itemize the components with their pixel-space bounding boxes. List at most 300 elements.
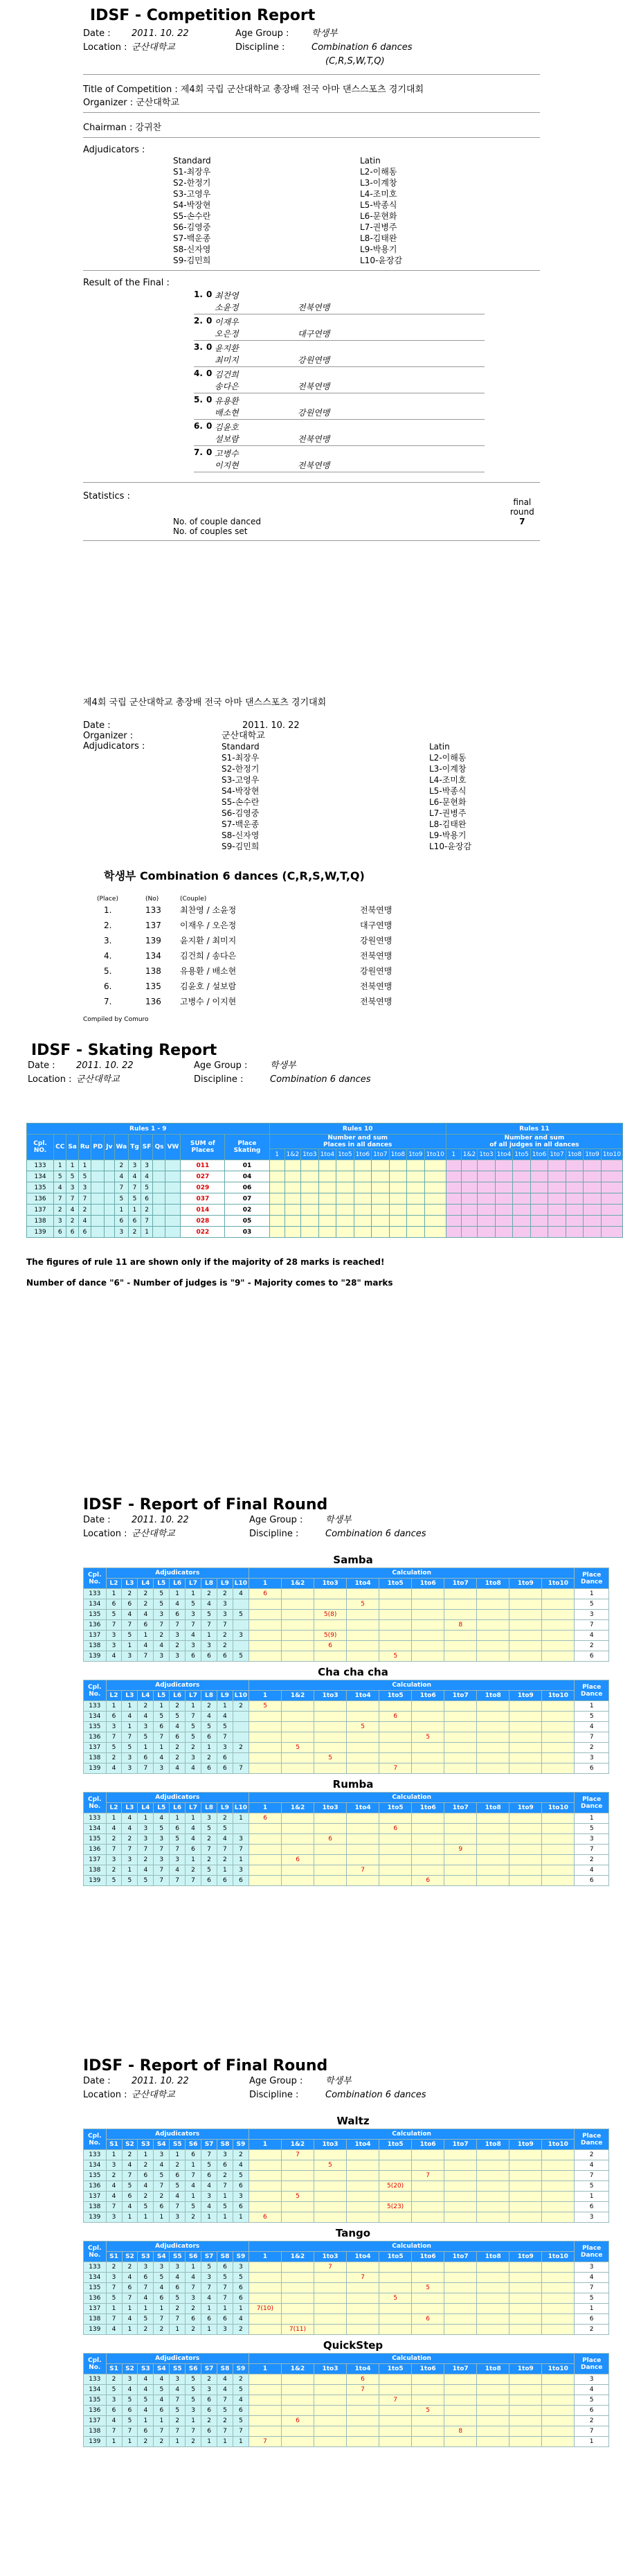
col-place-dance: Place Dance [575, 2241, 609, 2262]
judge-mark: 2 [138, 2325, 154, 2335]
calc-cell [412, 1753, 444, 1764]
calc-cell [444, 2181, 477, 2192]
result-club: 전북연맹 [298, 461, 330, 470]
skating-place: 06 [225, 1182, 269, 1193]
summary-couple: 최찬영 / 소윤정 [180, 905, 237, 915]
judge-mark: 6 [170, 1732, 186, 1743]
calc-col: 1&2 [281, 2364, 314, 2374]
calc-col: 1to10 [542, 2252, 575, 2262]
chairman-label: Chairman : [83, 123, 133, 133]
judge-col: L3 [122, 1691, 138, 1701]
place-dance: 5 [575, 1599, 609, 1610]
calc-cell [477, 1610, 509, 1620]
sum-standard-adjudicator-5: S5-손수란 [222, 797, 260, 807]
judge-mark: 3 [186, 2406, 201, 2416]
skating-location-label: Location : [28, 1074, 72, 1085]
place-dance: 6 [575, 1651, 609, 1662]
judge-mark: 4 [154, 1813, 170, 1824]
judge-mark: 5 [106, 2385, 122, 2395]
calc-cell [314, 1732, 347, 1743]
title-of-competition-label: Title of Competition : [83, 85, 178, 95]
judge-mark: 7 [217, 1845, 233, 1855]
calc-cell [542, 1743, 575, 1753]
date-value: 2011. 10. 22 [132, 28, 189, 39]
judge-mark: 5 [186, 2202, 201, 2212]
calc-cell [542, 1845, 575, 1855]
calc-cell [509, 1620, 542, 1631]
r1-latin-adjudicator-2: L3-이계창 [360, 178, 397, 188]
couples-set-label: No. of couples set [173, 526, 248, 536]
calc-cell [412, 1743, 444, 1753]
rule10-cell [285, 1171, 300, 1182]
sum-standard-adjudicator-7: S7-백운종 [222, 819, 260, 829]
judge-mark: 4 [138, 2406, 154, 2416]
calc-col: 1 [249, 2364, 281, 2374]
rule11-cell [513, 1193, 531, 1205]
judge-mark: 6 [186, 2314, 201, 2325]
calc-cell [509, 1834, 542, 1845]
judge-mark: 2 [170, 1701, 186, 1712]
rule11-cell [530, 1160, 548, 1171]
rule10-cell [372, 1216, 390, 1227]
judge-mark: 3 [106, 1631, 122, 1641]
rule10-cell [407, 1227, 425, 1238]
judge-mark: 1 [154, 1743, 170, 1753]
rule11-cell [566, 1171, 584, 1182]
calc-cell [379, 1701, 412, 1712]
judge-mark: 6 [170, 2171, 186, 2181]
calc-cell [542, 1701, 575, 1712]
calc-cell [412, 1764, 444, 1774]
cpl-no: 133 [84, 2262, 107, 2273]
calc-value: 6 [281, 2416, 314, 2426]
judge-col: L9 [217, 1803, 233, 1813]
calc-value: 5 [347, 1722, 379, 1732]
judge-mark: 2 [154, 2437, 170, 2447]
calc-col: 1to10 [542, 1803, 575, 1813]
judge-mark: 4 [154, 1753, 170, 1764]
skating-dance-place: 4 [66, 1205, 79, 1216]
skating-dance-place [165, 1193, 181, 1205]
calc-cell [509, 1610, 542, 1620]
judge-mark: 1 [138, 2304, 154, 2314]
summary-couple: 유용환 / 배소현 [180, 966, 237, 976]
judge-mark: 3 [138, 1824, 154, 1834]
judge-mark: 6 [154, 2202, 170, 2212]
calc-cell [509, 1631, 542, 1641]
final-round-row [84, 2171, 609, 2181]
calc-cell [314, 1813, 347, 1824]
skating-discipline-label: Discipline : [194, 1074, 244, 1085]
calc-cell [282, 1641, 314, 1651]
skating-dance-place: 5 [54, 1171, 66, 1182]
calc-value: 7 [379, 2395, 412, 2406]
judge-mark: 5 [233, 1651, 249, 1662]
judge-mark: 2 [170, 2416, 186, 2426]
judge-mark: 5 [170, 1712, 186, 1722]
calc-value: 5 [379, 2293, 412, 2304]
judge-mark: 7 [201, 2283, 217, 2293]
calc-cell [542, 2437, 575, 2447]
skating-location-value: 군산대학교 [76, 1074, 120, 1085]
final-round-table [83, 1680, 609, 1774]
calc-cell [542, 2426, 575, 2437]
organizer-value: 군산대학교 [136, 98, 180, 108]
calc-cell [509, 1743, 542, 1753]
calc-col: 1to6 [412, 2252, 444, 2262]
col-calculation: Calculation [249, 2129, 574, 2140]
calc-cell [379, 2325, 412, 2335]
calc-cell [249, 1599, 282, 1610]
final-round-row [84, 1712, 609, 1722]
skating-dance-place [91, 1193, 105, 1205]
final-round-row [84, 2293, 609, 2304]
skating-dance-place: 4 [141, 1171, 153, 1182]
calc-cell [347, 1743, 379, 1753]
judge-mark: 3 [233, 2262, 249, 2273]
calc-cell [477, 2273, 509, 2283]
calc-cell [542, 2283, 575, 2293]
age-group-label: Age Group : [235, 28, 289, 39]
result-woman: 배소현 [215, 408, 239, 418]
judge-mark [233, 1712, 249, 1722]
judge-mark: 4 [201, 1599, 217, 1610]
judge-mark: 2 [106, 2171, 122, 2181]
calc-col: 1to8 [477, 1803, 509, 1813]
calc-cell [444, 1876, 477, 1886]
rule10-cell [354, 1160, 372, 1171]
judge-mark: 7 [106, 2202, 122, 2212]
calc-cell [542, 1589, 575, 1599]
calc-cell [542, 2212, 575, 2223]
place-col: 1to7 [548, 1149, 566, 1160]
calc-cell [444, 2304, 477, 2314]
judge-mark: 5 [186, 2385, 201, 2395]
judge-mark: 4 [138, 1610, 154, 1620]
judge-mark: 1 [186, 2192, 201, 2202]
final-standard-location-label: Location : [83, 2090, 127, 2100]
calc-cell [249, 1641, 282, 1651]
judge-mark: 1 [217, 2212, 233, 2223]
rule10-cell [336, 1171, 354, 1182]
rule10-cell [269, 1171, 285, 1182]
calc-cell [477, 1753, 509, 1764]
judge-mark: 2 [186, 2304, 201, 2314]
judge-col: S3 [138, 2140, 154, 2150]
rule10-cell [318, 1160, 336, 1171]
final-round-table [83, 2353, 609, 2447]
summary-no: 133 [145, 905, 161, 915]
rule11-cell [495, 1205, 513, 1216]
calc-cell [281, 2181, 314, 2192]
calc-cell [249, 2160, 281, 2171]
calc-value: 7 [314, 2262, 346, 2273]
place-dance: 4 [575, 1722, 609, 1732]
calc-cell [509, 1865, 542, 1876]
result-club: 강원연맹 [298, 408, 330, 418]
col-place-dance: Place Dance [575, 2129, 609, 2150]
skating-age-group-value: 학생부 [270, 1060, 296, 1071]
place-col: 1&2 [461, 1149, 477, 1160]
place-dance: 3 [575, 2212, 609, 2223]
calc-value: 5 [314, 1753, 347, 1764]
calc-col: 1 [249, 1691, 282, 1701]
calc-cell [542, 1855, 575, 1865]
judge-mark: 5 [106, 2293, 122, 2304]
rule10-cell [389, 1205, 407, 1216]
judge-mark: 4 [106, 2416, 122, 2426]
calc-cell [509, 1701, 542, 1712]
skating-dance-place [153, 1216, 165, 1227]
calc-cell [249, 1651, 282, 1662]
rule11-cell [446, 1193, 461, 1205]
judge-mark: 3 [154, 2262, 170, 2273]
calc-cell [542, 1651, 575, 1662]
calc-col: 1to6 [412, 1691, 444, 1701]
judge-mark: 6 [217, 1651, 233, 1662]
r1-latin-adjudicator-1: L2-이해동 [360, 167, 397, 177]
judge-mark: 7 [106, 1845, 122, 1855]
rule10-cell [389, 1171, 407, 1182]
calc-cell [542, 1813, 575, 1824]
result-club: 강원연맹 [298, 355, 330, 365]
calc-cell [314, 1876, 347, 1886]
skating-dance-place: 5 [129, 1193, 141, 1205]
calc-cell [314, 2171, 346, 2181]
calc-cell [542, 2304, 575, 2314]
calc-col: 1to4 [347, 1803, 379, 1813]
rule11-cell [601, 1227, 622, 1238]
rule10-cell [336, 1227, 354, 1238]
calc-cell [347, 1589, 379, 1599]
calc-cell [477, 2437, 509, 2447]
judge-col: S6 [186, 2252, 201, 2262]
calc-cell [314, 1764, 347, 1774]
calc-cell [509, 1732, 542, 1743]
judge-mark: 3 [217, 1599, 233, 1610]
rule11-cell [584, 1227, 602, 1238]
judge-col: S8 [217, 2364, 233, 2374]
rule11-cell [530, 1205, 548, 1216]
calc-value: 7(11) [281, 2325, 314, 2335]
final-round-row [84, 2325, 609, 2335]
sum-latin-adjudicator-4: L5-박종식 [429, 786, 467, 796]
skating-dance-place [165, 1227, 181, 1238]
calc-cell [477, 2304, 509, 2314]
rules11-sub2: of all judges in all dances [489, 1142, 579, 1148]
calc-cell [282, 1845, 314, 1855]
judge-mark: 5 [106, 1743, 122, 1753]
calc-cell [412, 1631, 444, 1641]
final-round-row [84, 1610, 609, 1620]
skating-cpl: 135 [27, 1182, 54, 1193]
calc-cell [249, 2202, 281, 2212]
place-dance: 7 [575, 1620, 609, 1631]
calc-cell [282, 1824, 314, 1834]
calc-col: 1to9 [509, 1579, 542, 1589]
judge-mark: 7 [122, 1845, 138, 1855]
place-dance: 4 [575, 2385, 609, 2395]
rule11-cell [446, 1182, 461, 1193]
result-man: 김윤호 [215, 423, 239, 432]
place-dance: 5 [575, 2293, 609, 2304]
skating-dance-place: 1 [141, 1227, 153, 1238]
result-club: 전북연맹 [298, 303, 330, 312]
calc-cell [347, 2437, 379, 2447]
rule10-cell [372, 1182, 390, 1193]
calc-cell [444, 2273, 477, 2283]
calc-value: 5(8) [314, 1610, 347, 1620]
r1-standard-adjudicator-9: S9-김민희 [173, 256, 211, 265]
summary-row [104, 979, 623, 994]
calc-cell [347, 1834, 379, 1845]
skating-dance-place [165, 1216, 181, 1227]
adjudicators-list [173, 155, 623, 266]
calc-cell [347, 1753, 379, 1764]
place-col: 1to4 [318, 1149, 336, 1160]
calc-cell [477, 1732, 509, 1743]
final-round-row [84, 1651, 609, 1662]
rule10-cell [424, 1216, 446, 1227]
calc-cell [379, 2212, 412, 2223]
calc-cell [249, 2385, 281, 2395]
final-round-row [84, 2283, 609, 2293]
final-round-row [84, 1834, 609, 1845]
skating-dance-place [105, 1160, 114, 1171]
calc-cell [347, 2202, 379, 2212]
cpl-no: 135 [84, 2283, 107, 2293]
judge-mark [233, 1824, 249, 1834]
judge-col: L9 [217, 1691, 233, 1701]
judge-col: L7 [186, 1803, 201, 1813]
skating-dance-place: 7 [54, 1193, 66, 1205]
judge-mark: 2 [170, 1753, 186, 1764]
skating-dance-place: 1 [114, 1205, 129, 1216]
calc-cell [282, 1631, 314, 1641]
competition-report-title: IDSF - Competition Report [90, 7, 316, 24]
judge-mark: 6 [154, 2293, 170, 2304]
calc-cell [444, 1712, 477, 1722]
rule10-cell [301, 1182, 319, 1193]
calc-cell [477, 2181, 509, 2192]
calc-cell [444, 1824, 477, 1834]
calc-cell [379, 1834, 412, 1845]
calc-cell [542, 1712, 575, 1722]
calc-cell [444, 1743, 477, 1753]
summary-row [104, 903, 623, 918]
calc-cell [412, 1641, 444, 1651]
judge-mark: 2 [201, 1701, 217, 1712]
judge-mark: 7 [186, 2283, 201, 2293]
rule10-cell [354, 1227, 372, 1238]
calc-cell [444, 2437, 477, 2447]
cpl-no: 135 [84, 2395, 107, 2406]
skating-dance-place [153, 1171, 165, 1182]
judge-mark: 2 [138, 2437, 154, 2447]
cpl-no: 136 [84, 1845, 107, 1855]
judge-mark: 5 [122, 1743, 138, 1753]
calc-cell [249, 1834, 282, 1845]
calc-cell [249, 1743, 282, 1753]
calc-cell [444, 2160, 477, 2171]
calc-cell [347, 2304, 379, 2314]
calc-value: 7 [347, 1865, 379, 1876]
calc-cell [347, 2325, 379, 2335]
calc-cell [249, 1712, 282, 1722]
skating-dance-place: 1 [129, 1205, 141, 1216]
rule10-cell [372, 1171, 390, 1182]
place-dance: 3 [575, 1834, 609, 1845]
skating-dance-place: 6 [114, 1216, 129, 1227]
final-round-row [84, 1589, 609, 1599]
skating-dance-place: 4 [78, 1216, 91, 1227]
summary-place: 1. [104, 905, 112, 915]
judge-mark: 1 [233, 2437, 249, 2447]
r1-standard-adjudicator-2: S2-한정기 [173, 178, 211, 188]
judge-mark: 4 [217, 2385, 233, 2395]
col-adjudicators: Adjudicators [106, 1793, 249, 1803]
summary-row [104, 933, 623, 948]
judge-mark: 3 [170, 2374, 186, 2385]
judge-mark: 6 [138, 1753, 154, 1764]
calc-cell [412, 1824, 444, 1834]
judge-mark: 5 [106, 1876, 122, 1886]
calc-cell [477, 1845, 509, 1855]
judge-col: S4 [154, 2364, 170, 2374]
calc-cell [347, 2150, 379, 2160]
judge-mark: 5 [186, 1722, 201, 1732]
rule10-cell [301, 1216, 319, 1227]
place-dance: 2 [575, 1641, 609, 1651]
judge-mark: 6 [170, 1824, 186, 1834]
calc-cell [282, 1651, 314, 1662]
rule10-cell [389, 1193, 407, 1205]
judge-mark: 6 [122, 2406, 138, 2416]
calc-value: 9 [444, 1845, 477, 1855]
judge-mark: 1 [186, 2160, 201, 2171]
rule11-cell [584, 1182, 602, 1193]
calc-cell [477, 1722, 509, 1732]
judge-mark: 2 [122, 1589, 138, 1599]
judge-mark: 3 [154, 1764, 170, 1774]
place-dance: 6 [575, 1876, 609, 1886]
calc-cell [347, 2160, 379, 2171]
judge-mark: 1 [106, 1813, 122, 1824]
calc-col: 1to3 [314, 2364, 346, 2374]
result-item [194, 288, 485, 314]
judge-mark: 7 [186, 1876, 201, 1886]
calc-cell [347, 1651, 379, 1662]
rule11-cell [566, 1205, 584, 1216]
col-cpl: Cpl. No. [84, 2354, 107, 2374]
final-round-row [84, 1845, 609, 1855]
rule10-cell [354, 1216, 372, 1227]
skating-dance-place: 2 [66, 1216, 79, 1227]
rule11-cell [495, 1227, 513, 1238]
calc-cell [379, 1631, 412, 1641]
calc-cell [542, 2416, 575, 2426]
judge-mark: 2 [186, 2212, 201, 2223]
col-sum: SUM of Places [181, 1135, 225, 1160]
judge-mark: 2 [138, 1589, 154, 1599]
calc-cell [347, 2212, 379, 2223]
calc-cell [379, 2374, 412, 2385]
calc-cell [314, 2314, 346, 2325]
rules10-sub2: Places in all dances [323, 1142, 392, 1148]
competition-report [0, 7, 623, 541]
calc-cell [444, 2202, 477, 2212]
calc-cell [249, 1610, 282, 1620]
